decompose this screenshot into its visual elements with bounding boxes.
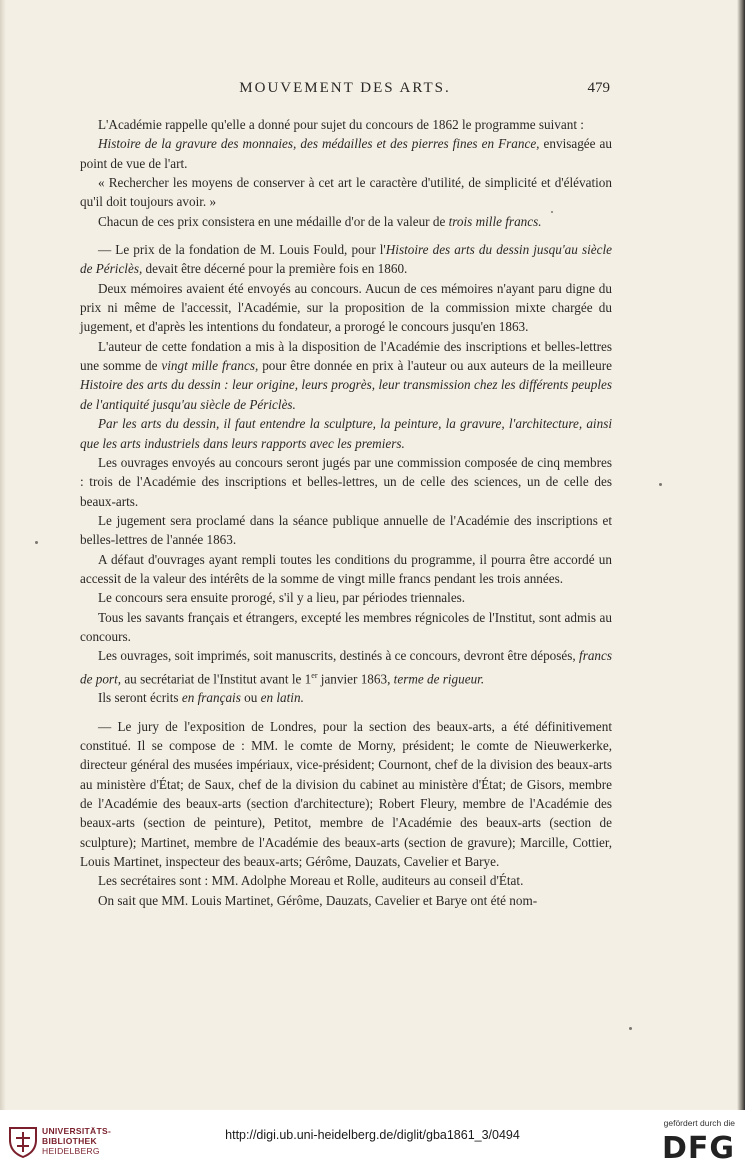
- paragraph: Le concours sera ensuite prorogé, s'il y a lieu, par périodes triennales.: [98, 590, 466, 606]
- paper-speck: [629, 1027, 632, 1030]
- paragraph: Histoire de la gravure des monnaies, des médailles et des pierres fines en France, envisagée au point de vue de l'art.: [80, 136, 613, 171]
- paragraph: Les ouvrages envoyés au concours seront jugés par une commission composée de cinq membres : trois de l'Académie des inscriptions et belles-lettres, un de celle des sciences, un de celle des beaux-arts.: [80, 454, 612, 509]
- paragraph: Deux mémoires avaient été envoyés au concours. Aucun de ces mémoires n'ayant paru digne du prix ni même de l'accessit, l'Académie, sur la proposition de la commission mixte chargée du jugement, et d'après les intentions du fondateur, a prorogé le concours jusqu'en 1863.: [80, 280, 612, 335]
- source-url-link[interactable]: http://digi.ub.uni-heidelberg.de/diglit/gba1861_3/0494: [225, 1128, 520, 1142]
- paragraph: L'Académie rappelle qu'elle a donné pour sujet du concours de 1862 le programme suivant :: [98, 117, 584, 132]
- body-text: [80, 115, 612, 910]
- paragraph: Ils seront écrits en français ou en latin.: [98, 690, 304, 706]
- running-title: MOUVEMENT DES ARTS.: [239, 80, 451, 96]
- running-head: [80, 80, 610, 104]
- paper-speck: [35, 541, 38, 544]
- paragraph: On sait que MM. Louis Martinet, Gérôme, Dauzats, Cavelier et Barye ont été nom-: [98, 892, 538, 908]
- paragraph: L'auteur de cette fondation a mis à la disposition de l'Académie des inscriptions et belles-lettres une somme de vingt mille francs, pour être donnée en prix à l'auteur ou aux auteurs de la meilleure Histoire des arts du dessin : leur origine, leurs progrès, leur transmission chez les différents peuples de l'antiquité jusqu'au siècle de Périclès.: [80, 338, 612, 412]
- paper-speck: [659, 483, 662, 486]
- paragraph: — Le jury de l'exposition de Londres, pour la section des beaux-arts, a été définitivement constitué. Il se compose de : MM. le comte de Morny, président; le comte de Nieuwerkerke, directeur général des musées impériaux, vice-président; Cournont, chef de la division des beaux-arts au ministère d'État; de Saux, chef de la division du cabinet au ministère d'État; de Gisors, membre de l'Académie des beaux-arts (section d'architecture); Robert Fleury, membre de l'Académie des beaux-arts (section de peinture), Petitot, membre de l'Académie des beaux-arts (section de sculpture); Martinet, membre de l'Académie des beaux-arts (section de gravure); Marcille, Cottier, Louis Martinet, inspecteur des beaux-arts; Gérôme, Dauzats, Cavelier et Barye.: [80, 718, 612, 870]
- footer-bar: [0, 1110, 745, 1170]
- funded-by-label: gefördert durch die: [663, 1118, 735, 1128]
- paragraph: Tous les savants français et étrangers, excepté les membres régnicoles de l'Institut, sont admis au concours.: [80, 609, 612, 644]
- paragraph: Chacun de ces prix consistera en une médaille d'or de la valeur de trois mille francs.: [98, 213, 542, 229]
- paragraph: A défaut d'ouvrages ayant rempli toutes les conditions du programme, il pourra être accordé un accessit de la valeur des intérêts de la somme de vingt mille francs pendant les trois années.: [80, 551, 612, 586]
- paragraph: Par les arts du dessin, il faut entendre la sculpture, la peinture, la gravure, l'architecture, ainsi que les arts industriels dans leurs rapports avec les premiers.: [80, 416, 612, 451]
- paragraph: Les ouvrages, soit imprimés, soit manuscrits, destinés à ce concours, devront être déposés, francs de port, au secrétariat de l'Institut avant le 1er janvier 1863, terme de rigueur.: [80, 648, 612, 687]
- university-library-name: UNIVERSITÄTS- BIBLIOTHEK HEIDELBERG: [42, 1126, 112, 1156]
- paragraph: « Rechercher les moyens de conserver à cet art le caractère d'utilité, de simplicité et d'élévation qu'il doit toujours avoir. »: [80, 175, 612, 210]
- paragraph: — Le prix de la fondation de M. Louis Fould, pour l'Histoire des arts du dessin jusqu'au siècle de Périclès, devait être décerné pour la première fois en 1860.: [80, 242, 612, 277]
- paragraph: Le jugement sera proclamé dans la séance publique annuelle de l'Académie des inscriptions et belles-lettres de l'année 1863.: [80, 512, 612, 548]
- paragraph: Les secrétaires sont : MM. Adolphe Moreau et Rolle, auditeurs au conseil d'État.: [98, 873, 524, 889]
- page-number: 479: [587, 80, 610, 96]
- paper-speck: [551, 211, 553, 213]
- dfg-logo: DFG: [661, 1131, 735, 1166]
